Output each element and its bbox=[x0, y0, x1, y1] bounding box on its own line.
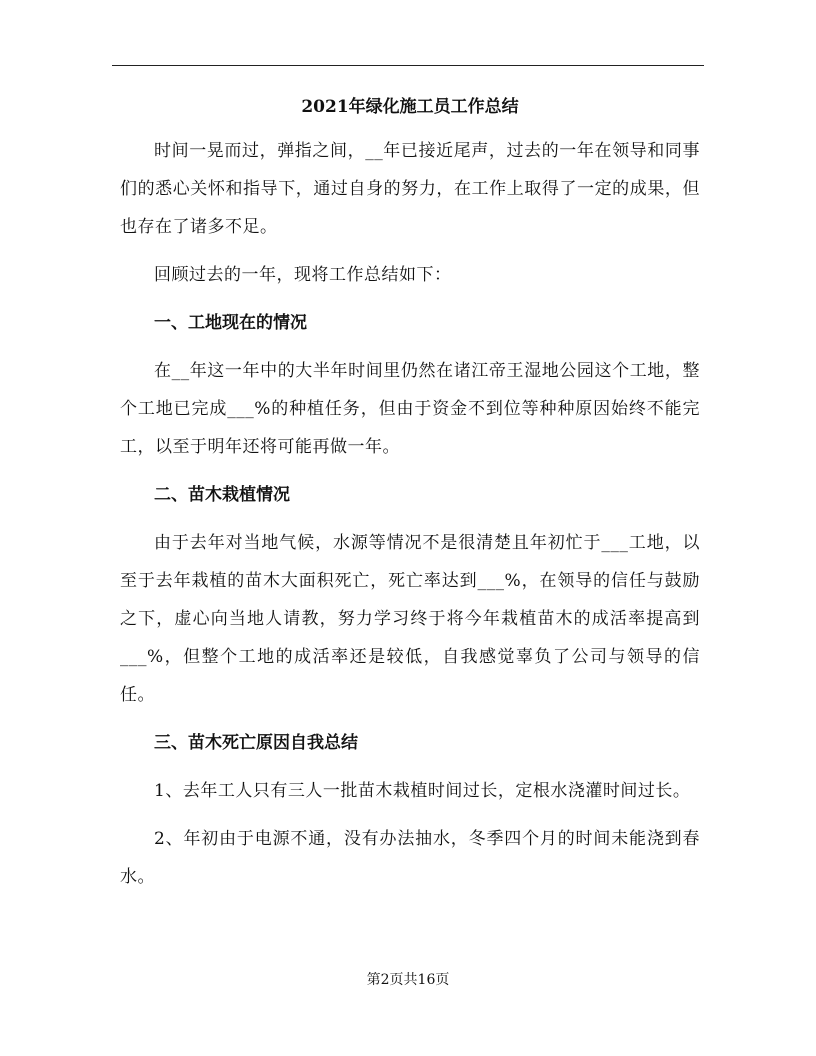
document-title: 2021年绿化施工员工作总结 bbox=[301, 97, 519, 117]
summary-lead-paragraph: 回顾过去的一年，现将工作总结如下： bbox=[154, 265, 452, 285]
header-rule bbox=[112, 65, 704, 66]
intro-paragraph: 时间一晃而过，弹指之间，__年已接近尾声，过去的一年在领导和同事们的悉心关怀和指导下，通过自身的努力，在工作上取得了一定的成果，但也存在了诸多不足。 bbox=[120, 141, 700, 237]
death-cause-item-2: 2、年初由于电源不通，没有办法抽水，冬季四个月的时间未能浇到春水。 bbox=[120, 829, 700, 887]
planting-paragraph: 由于去年对当地气候，水源等情况不是很清楚且年初忙于___工地，以至于去年栽植的苗木大面积死亡，死亡率达到___%，在领导的信任与鼓励之下，虚心向当地人请教，努力学习终于将今年栽植苗木的成活率提高到___%，但整个工地的成活率还是较低，自我感觉辜负了公司与领导的信任。 bbox=[120, 533, 700, 705]
page-number: 第2页共16页 bbox=[366, 972, 450, 988]
section-heading-planting: 二、苗木栽植情况 bbox=[154, 485, 290, 505]
section-heading-death-causes: 三、苗木死亡原因自我总结 bbox=[154, 733, 358, 753]
site-status-paragraph: 在__年这一年中的大半年时间里仍然在诸江帝王湿地公园这个工地，整个工地已完成___%的种植任务，但由于资金不到位等种种原因始终不能完工，以至于明年还将可能再做一年。 bbox=[120, 361, 700, 457]
death-cause-item-1: 1、去年工人只有三人一批苗木栽植时间过长，定根水浇灌时间过长。 bbox=[154, 781, 691, 801]
document-page bbox=[120, 94, 700, 906]
section-heading-site-status: 一、工地现在的情况 bbox=[154, 313, 307, 333]
